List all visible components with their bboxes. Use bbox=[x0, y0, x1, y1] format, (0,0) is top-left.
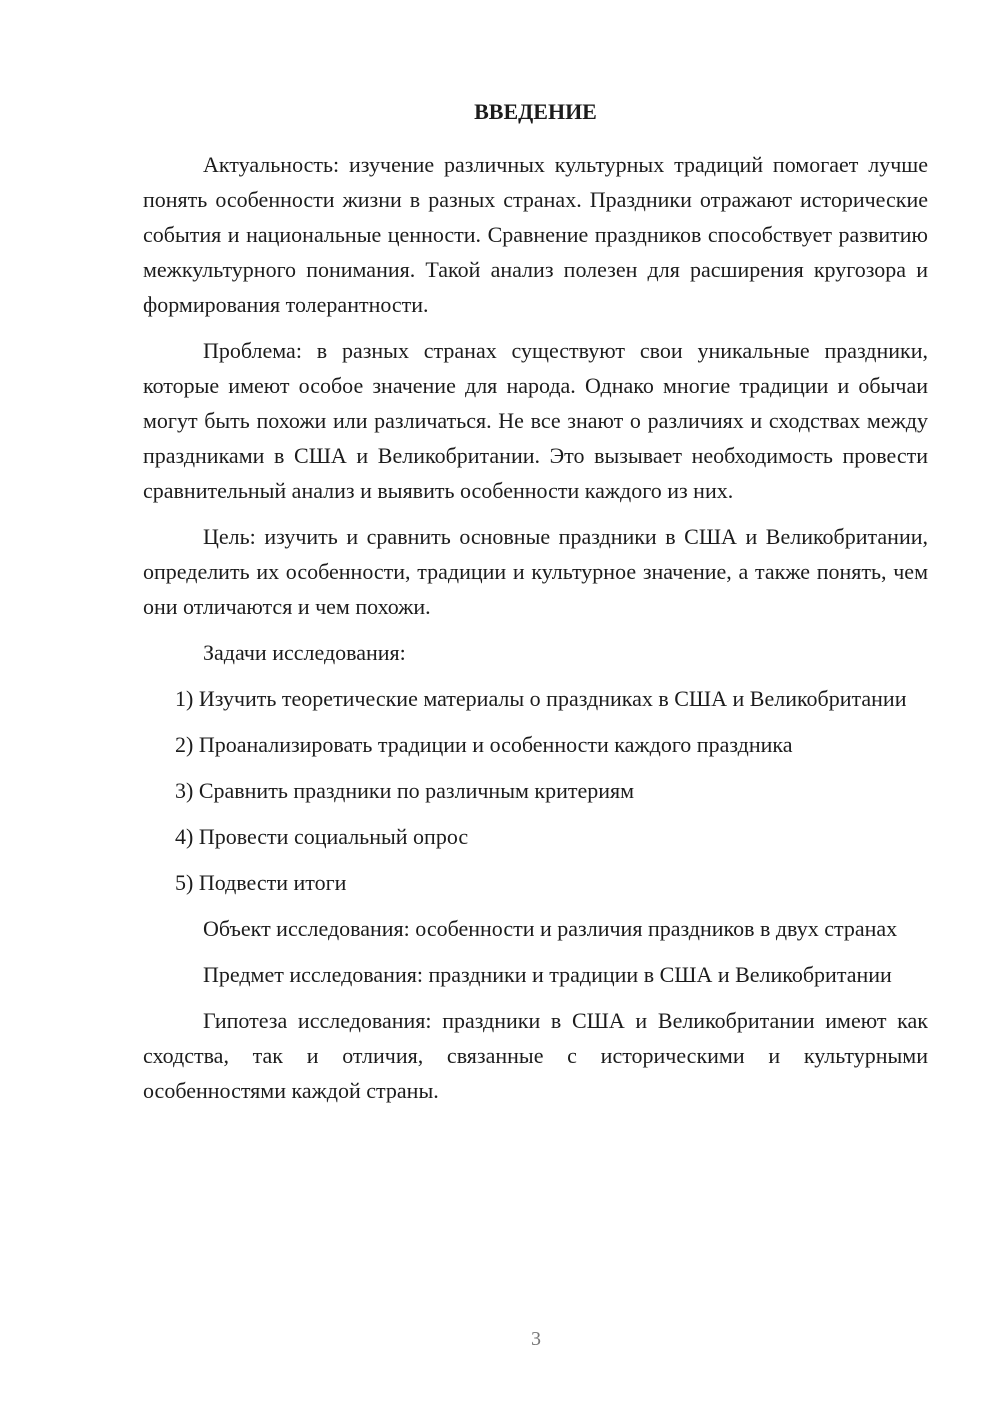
task-item-3: 3) Сравнить праздники по различным критериям bbox=[175, 778, 635, 803]
relevance-paragraph: Актуальность: изучение различных культурных традиций помогает лучше понять особенности жизни в разных странах. Праздники отражают исторические события и национальные ценности. Сравнение праздников способствует развитию межкультурного понимания. Такой анализ полезен для расширения кругозора и формирования толерантности. bbox=[143, 152, 928, 317]
section-title: ВВЕДЕНИЕ bbox=[474, 99, 597, 124]
hypothesis-paragraph: Гипотеза исследования: праздники в США и Великобритании имеют как сходства, так и отличия, связанные с историческими и культурными особенностями каждой страны. bbox=[143, 1008, 928, 1103]
page-number: 3 bbox=[531, 1328, 541, 1350]
goal-paragraph: Цель: изучить и сравнить основные праздники в США и Великобритании, определить их особенности, традиции и культурное значение, а также понять, чем они отличаются и чем похожи. bbox=[143, 524, 928, 619]
page-content bbox=[143, 94, 928, 1119]
task-item-2: 2) Проанализировать традиции и особенности каждого праздника bbox=[175, 732, 793, 757]
tasks-list bbox=[143, 681, 928, 900]
problem-paragraph: Проблема: в разных странах существуют свои уникальные праздники, которые имеют особое значение для народа. Однако многие традиции и обычаи могут быть похожи или различаться. Не все знают о различиях и сходствах между праздниками в США и Великобритании. Это вызывает необходимость провести сравнительный анализ и выявить особенности каждого из них. bbox=[143, 338, 928, 503]
task-item-5: 5) Подвести итоги bbox=[175, 870, 347, 895]
tasks-heading: Задачи исследования: bbox=[203, 640, 406, 665]
object-paragraph: Объект исследования: особенности и различия праздников в двух странах bbox=[203, 916, 898, 941]
subject-paragraph: Предмет исследования: праздники и традиции в США и Великобритании bbox=[203, 962, 892, 987]
task-item-4: 4) Провести социальный опрос bbox=[175, 824, 469, 849]
task-item-1: 1) Изучить теоретические материалы о праздниках в США и Великобритании bbox=[175, 686, 907, 711]
